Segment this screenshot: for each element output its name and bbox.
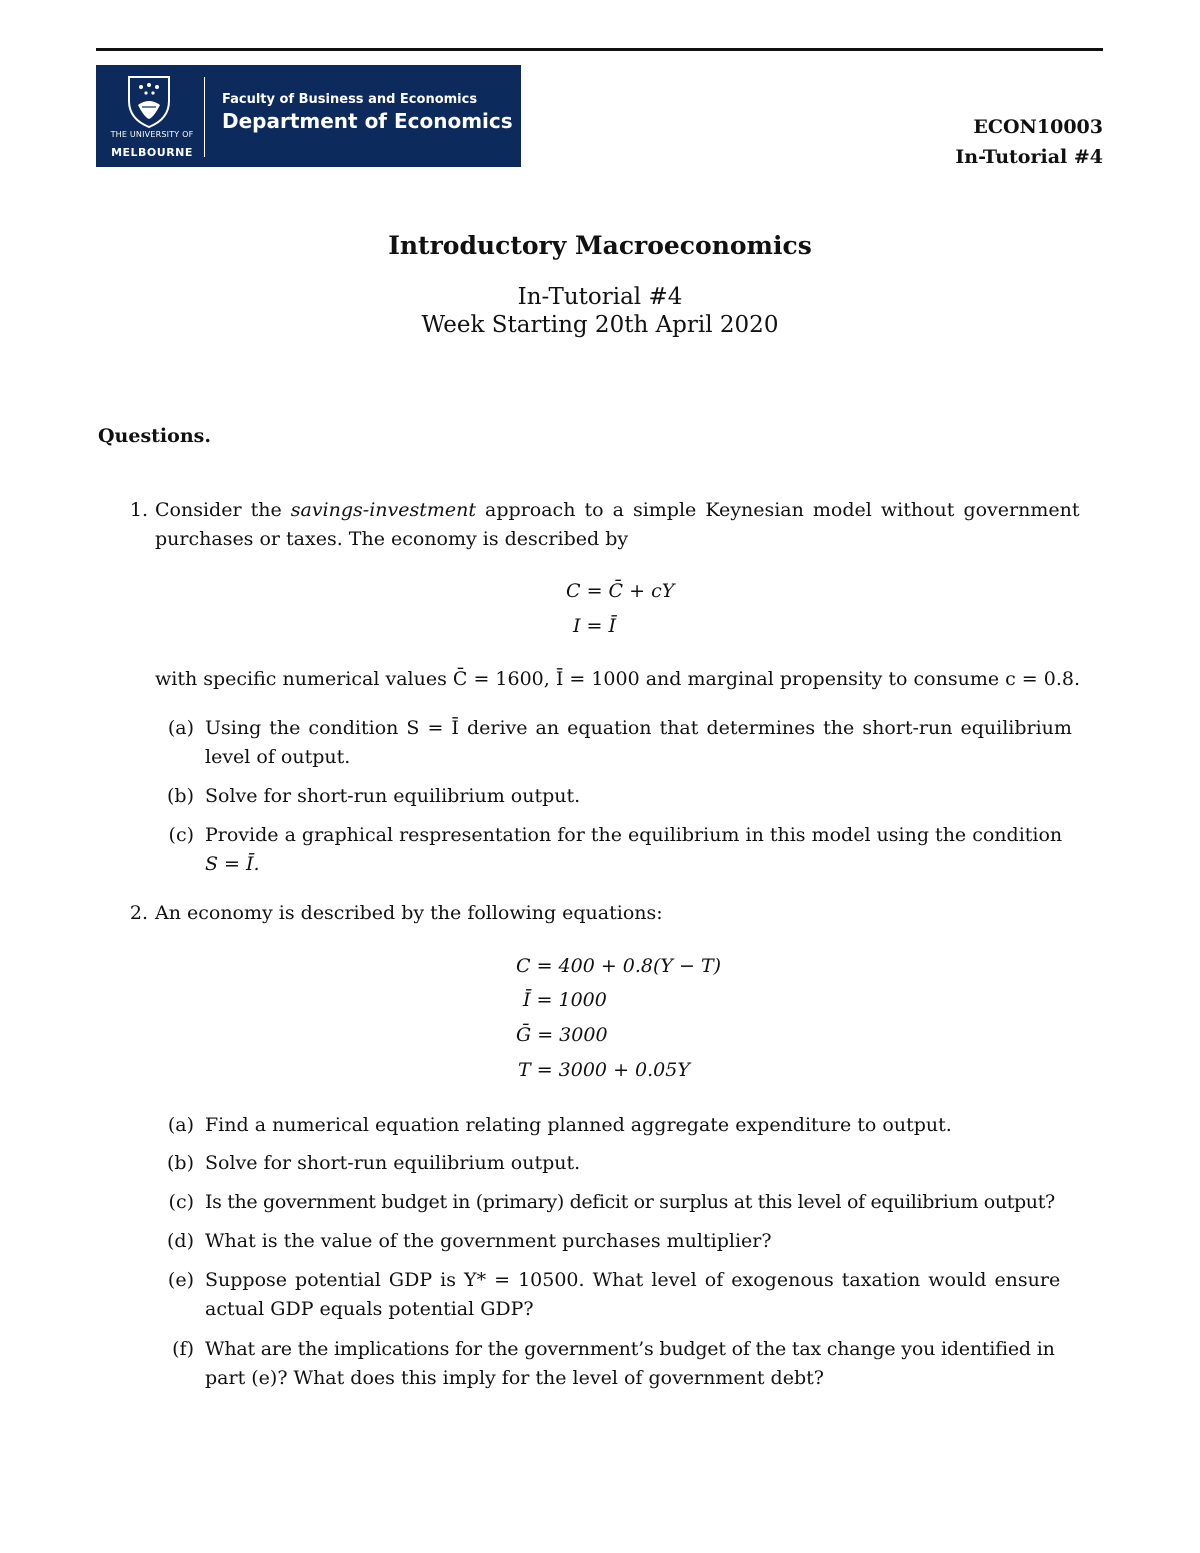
question-2-intro: An economy is described by the following equations: <box>155 902 663 924</box>
question-2b-label: (b) <box>167 1152 194 1174</box>
question-2e-line1: Suppose potential GDP is Y* = 10500. What level of exogenous taxation would ensure <box>205 1269 1061 1291</box>
department-logo <box>96 65 521 167</box>
department-name: Department of Economics <box>222 109 513 133</box>
question-2a-label: (a) <box>167 1114 194 1136</box>
university-name-line1: THE UNIVERSITY OF <box>110 130 194 139</box>
question-2b-line1: Solve for short-run equilibrium output. <box>205 1152 581 1174</box>
question-2-number: 2. <box>129 902 148 924</box>
faculty-name: Faculty of Business and Economics <box>222 92 478 107</box>
question-1a-label: (a) <box>167 717 194 739</box>
question-2f-line2: part (e)? What does this imply for the level of government debt? <box>205 1367 824 1389</box>
question-2c-line1: Is the government budget in (primary) deficit or surplus at this level of equilibrium output? <box>205 1191 1055 1213</box>
question-2-equation-consumption: C = 400 + 0.8(Y − T) <box>516 955 722 977</box>
questions-heading: Questions. <box>98 425 211 447</box>
question-2-equation-investment: Ī = 1000 <box>523 989 607 1011</box>
tutorial-label: In-Tutorial #4 <box>955 146 1103 168</box>
question-2f-label: (f) <box>172 1338 194 1360</box>
question-2c-label: (c) <box>168 1191 194 1213</box>
course-code: ECON10003 <box>973 116 1103 138</box>
question-1c-label: (c) <box>168 824 194 846</box>
question-1a-line2: level of output. <box>205 746 351 768</box>
question-1b-label: (b) <box>167 785 194 807</box>
question-1-equation-consumption: C = C̄ + cY <box>566 580 675 602</box>
question-2d-line1: What is the value of the government purchases multiplier? <box>205 1230 772 1252</box>
question-2-equation-taxes: T = 3000 + 0.05Y <box>518 1059 690 1081</box>
question-1-number: 1. <box>129 499 148 521</box>
question-2-equation-government: Ḡ = 3000 <box>516 1024 608 1046</box>
document-subtitle-week: Week Starting 20th April 2020 <box>421 312 779 338</box>
question-1-equation-investment: I = Ī <box>573 615 617 637</box>
question-2e-line2: actual GDP equals potential GDP? <box>205 1298 534 1320</box>
question-1c-line1: Provide a graphical respresentation for the equilibrium in this model using the condition <box>205 824 1063 846</box>
document-subtitle-tutorial: In-Tutorial #4 <box>517 284 683 310</box>
crest-icon <box>124 73 174 129</box>
question-1-intro-line2: purchases or taxes. The economy is described by <box>155 528 629 550</box>
university-crest-block <box>102 73 198 163</box>
question-1c-line2: S = Ī. <box>205 853 260 875</box>
question-2f-line1: What are the implications for the government’s budget of the tax change you identified in <box>205 1338 1055 1360</box>
document-title: Introductory Macroeconomics <box>388 231 812 260</box>
question-1b-line1: Solve for short-run equilibrium output. <box>205 785 581 807</box>
question-1a-line1: Using the condition S = Ī derive an equation that determines the short-run equilibrium <box>205 717 1072 739</box>
university-name-line2: MELBOURNE <box>111 146 193 159</box>
question-2e-label: (e) <box>167 1269 194 1291</box>
logo-divider <box>204 77 205 157</box>
question-2d-label: (d) <box>167 1230 194 1252</box>
question-2a-line1: Find a numerical equation relating planned aggregate expenditure to output. <box>205 1114 952 1136</box>
question-1-intro-b: approach to a simple Keynesian model without government <box>476 499 1080 521</box>
top-rule <box>96 48 1103 51</box>
question-1-intro-emphasis: savings-investment <box>290 499 477 521</box>
question-1-intro-a: Consider the <box>155 499 291 521</box>
question-1-intro <box>155 496 1079 525</box>
question-1-values: with specific numerical values C̄ = 1600, Ī = 1000 and marginal propensity to consume c = 0.8. <box>155 668 1081 690</box>
